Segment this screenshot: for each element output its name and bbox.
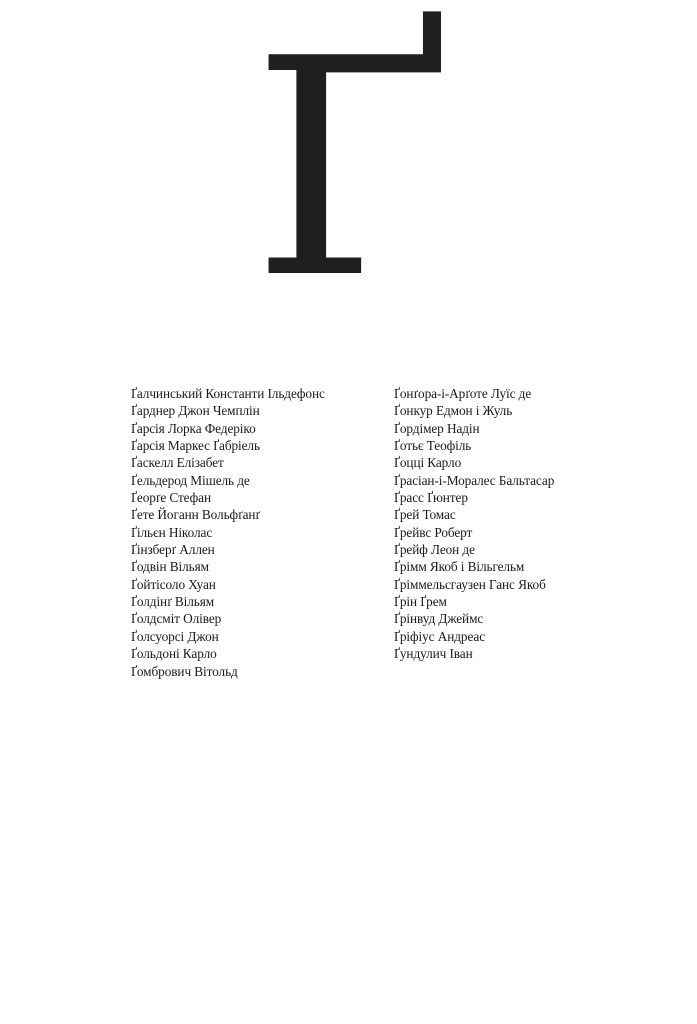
author-list-right <box>394 385 554 663</box>
author-entry: Ґете Йоганн Вольфґанґ <box>131 507 260 523</box>
author-entry: Ґодвін Вільям <box>131 559 209 575</box>
author-entry: Ґрейф Леон де <box>394 542 475 558</box>
author-entry: Ґонкур Едмон і Жуль <box>394 403 513 419</box>
author-entry: Ґотьє Теофіль <box>394 438 472 454</box>
author-entry: Ґонґора-і-Арґоте Луїс де <box>394 386 532 401</box>
author-entry: Ґоцці Карло <box>394 455 462 471</box>
author-entry: Ґрей Томас <box>394 507 456 523</box>
author-entry: Ґрімм Якоб і Вільгельм <box>394 559 525 575</box>
author-entry: Ґріфіус Андреас <box>394 628 486 644</box>
author-entry: Ґеорґе Стефан <box>131 490 211 506</box>
author-entry: Ґарднер Джон Чемплін <box>131 403 260 419</box>
author-entry: Ґундулич Іван <box>394 646 473 662</box>
author-entry: Ґарсія Лорка Федеріко <box>131 420 256 436</box>
author-entry: Ґаскелл Елізабет <box>131 455 224 471</box>
author-entry: Ґрасіан-і-Моралес Бальтасар <box>394 472 555 488</box>
author-entry: Ґомбрович Вітольд <box>131 663 238 679</box>
author-entry: Ґрінвуд Джеймс <box>394 611 484 627</box>
section-letter: Ґ <box>252 0 454 344</box>
author-entry: Ґріммельсгаузен Ганс Якоб <box>394 576 546 592</box>
author-index <box>131 385 611 685</box>
author-entry: Ґельдерод Мішель де <box>131 472 250 488</box>
author-entry: Ґрасс Ґюнтер <box>394 490 468 506</box>
author-entry: Ґолсуорсі Джон <box>131 628 219 644</box>
author-entry: Ґільєн Ніколас <box>131 524 213 540</box>
author-entry: Ґордімер Надін <box>394 420 480 436</box>
author-entry: Ґойтісоло Хуан <box>131 576 216 592</box>
author-entry: Ґінзберґ Аллен <box>131 542 215 558</box>
author-entry: Ґолдсміт Олівер <box>131 611 222 627</box>
author-entry: Ґольдоні Карло <box>131 646 217 662</box>
author-entry: Ґрейвс Роберт <box>394 524 473 540</box>
author-entry: Ґалчинський Константи Ільдефонс <box>131 386 325 401</box>
author-entry: Ґарсія Маркес Ґабріель <box>131 438 260 454</box>
author-entry: Ґрін Ґрем <box>394 594 447 610</box>
author-entry: Ґолдінґ Вільям <box>131 594 215 610</box>
author-list-left <box>131 385 325 680</box>
